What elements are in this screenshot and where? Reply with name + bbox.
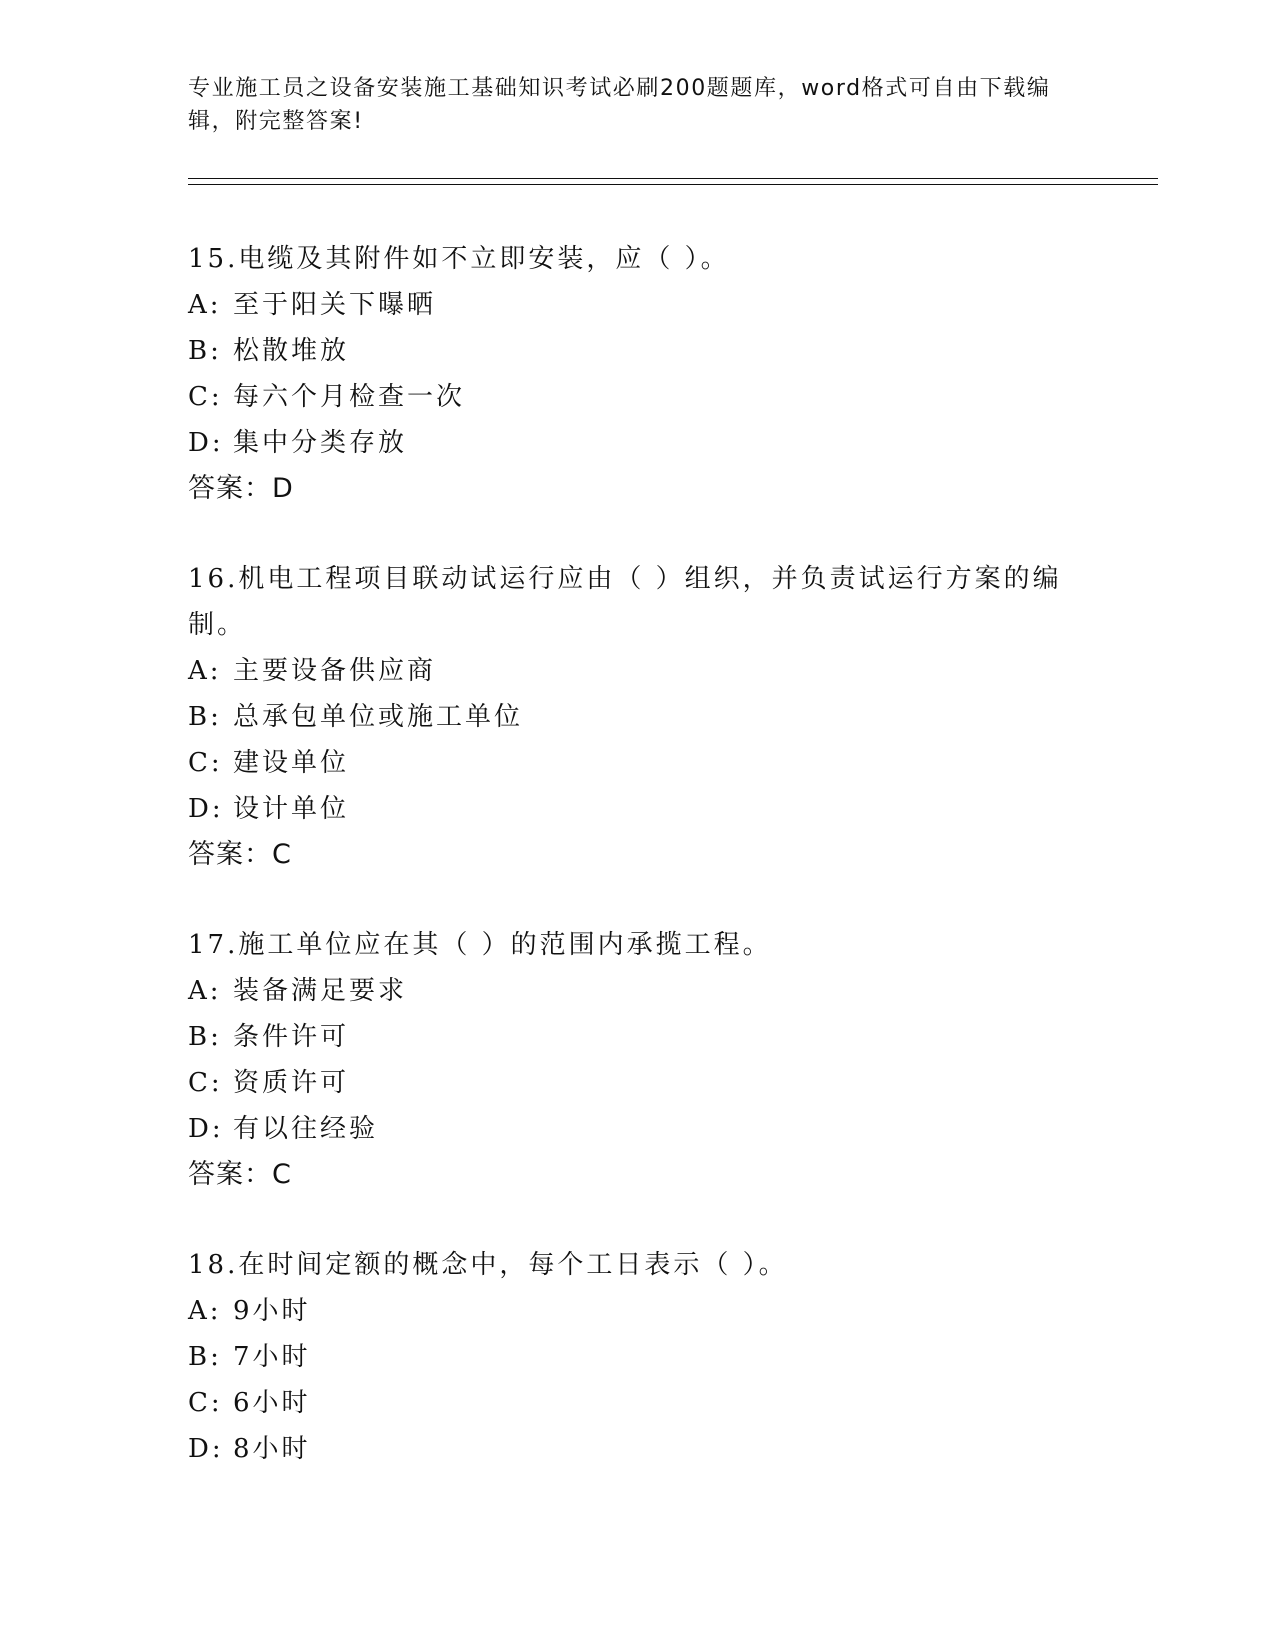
option-a [188,1288,1068,1334]
option-c [188,374,1068,420]
question-18 [188,1242,1068,1472]
option-text: 每六个月检查一次 [233,382,466,412]
option-a [188,648,1068,694]
option-b [188,1014,1068,1060]
option-letter: A: [188,656,222,686]
option-letter: A: [188,1296,222,1326]
question-title: 16.机电工程项目联动试运行应由（ ）组织，并负责试运行方案的编制。 [188,564,1062,640]
option-text: 集中分类存放 [233,428,408,458]
option-b [188,328,1068,374]
option-letter: B: [188,1342,222,1372]
option-text: 设计单位 [233,794,350,824]
option-a [188,282,1068,328]
question-title: 18.在时间定额的概念中，每个工日表示（ ）。 [188,1250,788,1280]
option-text: 有以往经验 [233,1114,379,1144]
answer: 答案：C [188,1159,292,1190]
option-letter: A: [188,290,222,320]
question-17 [188,922,1068,1198]
option-text: 建设单位 [233,748,350,778]
option-letter: C: [188,1068,223,1098]
option-text: 6小时 [233,1388,311,1418]
question-title: 15.电缆及其附件如不立即安装，应（ ）。 [188,244,730,274]
option-letter: D: [188,1434,224,1464]
option-text: 总承包单位或施工单位 [233,702,524,732]
answer: 答案：D [188,473,294,504]
option-letter: B: [188,336,222,366]
option-d [188,1106,1068,1152]
option-text: 松散堆放 [233,336,350,366]
document-header: 专业施工员之设备安装施工基础知识考试必刷200题题库，word格式可自由下载编辑，附完整答案! [188,76,1051,134]
answer: 答案：C [188,839,292,870]
header-divider-bottom [188,184,1158,185]
option-c [188,740,1068,786]
option-letter: D: [188,1114,224,1144]
option-letter: C: [188,1388,223,1418]
option-a [188,968,1068,1014]
option-d [188,1426,1068,1472]
option-letter: D: [188,428,224,458]
option-letter: C: [188,748,223,778]
option-letter: C: [188,382,223,412]
option-letter: B: [188,702,222,732]
option-text: 条件许可 [233,1022,350,1052]
option-text: 7小时 [233,1342,311,1372]
option-d [188,420,1068,466]
option-text: 8小时 [233,1434,311,1464]
option-d [188,786,1068,832]
option-b [188,1334,1068,1380]
option-text: 至于阳关下曝晒 [233,290,437,320]
question-title: 17.施工单位应在其（ ）的范围内承揽工程。 [188,930,772,960]
option-c [188,1060,1068,1106]
question-15 [188,236,1068,512]
option-letter: A: [188,976,222,1006]
option-text: 装备满足要求 [233,976,408,1006]
option-b [188,694,1068,740]
header-divider-top [188,178,1158,179]
option-letter: D: [188,794,224,824]
option-text: 主要设备供应商 [233,656,437,686]
option-c [188,1380,1068,1426]
option-text: 9小时 [233,1296,311,1326]
option-letter: B: [188,1022,222,1052]
question-16 [188,556,1068,878]
option-text: 资质许可 [233,1068,350,1098]
